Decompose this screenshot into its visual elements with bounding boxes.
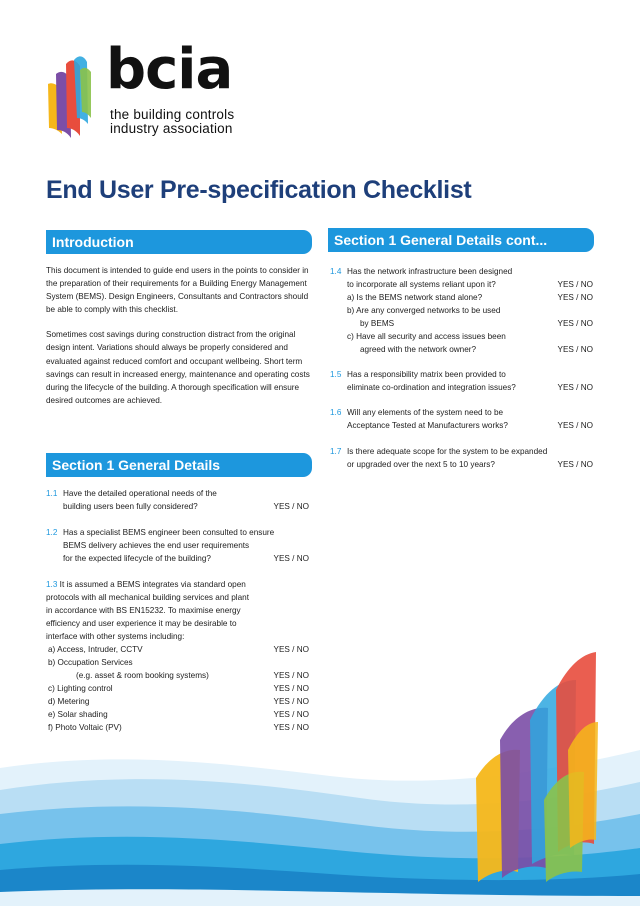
question-text: protocols with all mechanical building services and plant [46,593,249,602]
question-number: 1.1 [46,489,58,498]
question-text: to incorporate all systems reliant upon it? [347,280,496,289]
section-header-introduction: Introduction [46,230,312,254]
question-text: Is there adequate scope for the system to be expanded [347,447,548,456]
sub-question: (e.g. asset & room booking systems) [76,671,209,680]
yes-no-option[interactable]: YES / NO [557,280,593,289]
question-text: Has a specialist BEMS engineer been consulted to ensure [63,528,275,537]
question-number: 1.5 [330,370,342,379]
logo-mark-icon [44,44,114,144]
question-text: Have the detailed operational needs of the [63,489,217,498]
sub-question: b) Occupation Services [48,658,133,667]
logo-tagline [110,108,234,136]
logo-wordmark: bcia [106,37,233,102]
yes-no-option[interactable]: YES / NO [557,293,593,302]
intro-text [46,264,312,407]
question-number: 1.2 [46,528,58,537]
yes-no-option[interactable]: YES / NO [557,319,593,328]
question-1-7 [330,445,593,471]
logo-tagline-line2: industry association [110,121,233,136]
yes-no-option[interactable]: YES / NO [273,684,309,693]
question-text: Acceptance Tested at Manufacturers works? [347,421,508,430]
sub-question: c) Lighting control [48,684,113,693]
question-text: Has a responsibility matrix been provided to [347,370,506,379]
sub-question: f) Photo Voltaic (PV) [48,723,122,732]
question-text: or upgraded over the next 5 to 10 years? [347,460,495,469]
question-text: interface with other systems including: [46,632,185,641]
yes-no-option[interactable]: YES / NO [557,345,593,354]
intro-paragraph-1: This document is intended to guide end users in the points to consider in the preparation of their requirements for a Building Energy Management System (BEMS). Design Engineers, Consultants and Contractors should be able to comply with this checklist. [46,266,309,315]
question-1-4 [330,265,593,356]
section-header-general-details: Section 1 General Details [46,453,312,477]
question-number: 1.3 [46,580,58,589]
intro-paragraph-2: Sometimes cost savings during construction distract from the original design intent. Variations should always be properly considered and evaluated against reduced comfort and occupant wellbeing. Short term savings can result in increased energy, maintenance and operating costs during the lifecycle of the building. A thorough specification will ensure desired outcomes are achieved. [46,330,310,405]
yes-no-option[interactable]: YES / NO [273,671,309,680]
bcia-logo [44,37,274,144]
yes-no-option[interactable]: YES / NO [557,383,593,392]
yes-no-option[interactable]: YES / NO [273,697,309,706]
yes-no-option[interactable]: YES / NO [273,502,309,511]
sub-question: c) Have all security and access issues been [347,332,506,341]
question-text: building users been fully considered? [63,502,198,511]
question-1-2 [46,526,309,565]
question-1-1 [46,487,309,513]
decorative-wave-graphic [0,600,640,906]
logo-tagline-line1: the building controls [110,107,235,122]
yes-no-option[interactable]: YES / NO [273,723,309,732]
question-text: eliminate co-ordination and integration issues? [347,383,516,392]
yes-no-option[interactable]: YES / NO [557,460,593,469]
sub-question: d) Metering [48,697,90,706]
sub-question: a) Is the BEMS network stand alone? [347,293,483,302]
section-header-general-details-cont: Section 1 General Details cont... [328,228,594,252]
question-text: in accordance with BS EN15232. To maximise energy [46,606,241,615]
question-1-6 [330,406,593,432]
question-1-5 [330,368,593,394]
question-number: 1.4 [330,267,342,276]
question-number: 1.7 [330,447,342,456]
question-text: efficiency and user experience it may be desirable to [46,619,237,628]
question-text: Will any elements of the system need to be [347,408,504,417]
sub-question: b) Are any converged networks to be used [347,306,501,315]
yes-no-option[interactable]: YES / NO [557,421,593,430]
page-title: End User Pre-specification Checklist [46,176,472,204]
question-text: Has the network infrastructure been designed [347,267,513,276]
yes-no-option[interactable]: YES / NO [273,645,309,654]
yes-no-option[interactable]: YES / NO [273,710,309,719]
question-number: 1.6 [330,408,342,417]
yes-no-option[interactable]: YES / NO [273,554,309,563]
sub-question: by BEMS [360,319,395,328]
question-text: It is assumed a BEMS integrates via standard open [59,580,246,589]
sub-question: e) Solar shading [48,710,108,719]
sub-question: agreed with the network owner? [360,345,477,354]
question-text: for the expected lifecycle of the building? [63,554,211,563]
question-text: BEMS delivery achieves the end user requirements [63,541,250,550]
sub-question: a) Access, Intruder, CCTV [48,645,143,654]
